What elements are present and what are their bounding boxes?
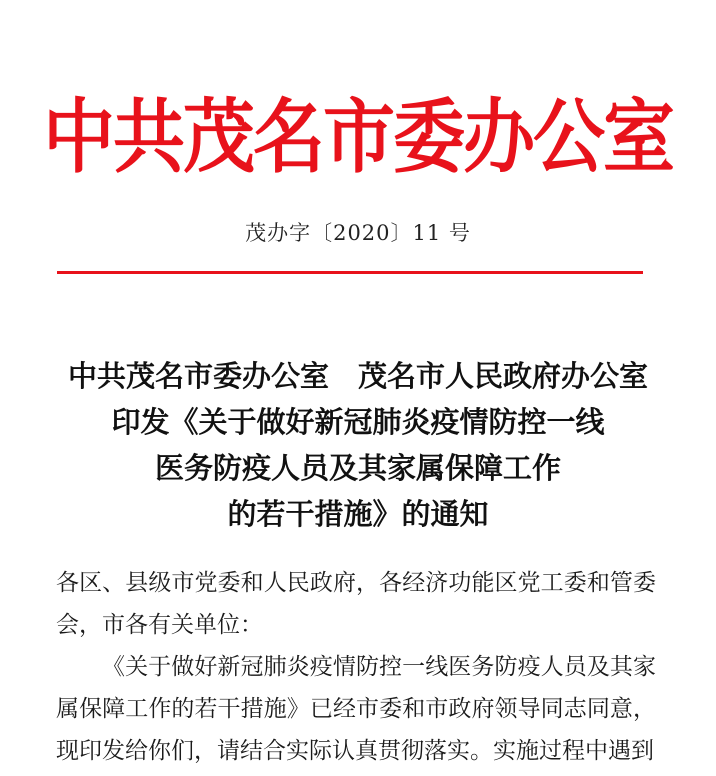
heading-line: 印发《关于做好新冠肺炎疫情防控一线 — [111, 405, 605, 439]
salutation: 各区、县级市党委和人民政府，各经济功能区党工委和管委会，市各有关单位： — [56, 570, 656, 638]
masthead-title: 中共茂名市委办公室 — [42, 89, 673, 184]
notice-heading — [0, 353, 716, 537]
heading-line: 的若干措施》的通知 — [227, 497, 489, 531]
document-number: 茂办字〔2020〕11 号 — [245, 221, 471, 245]
body-paragraph: 《关于做好新冠肺炎疫情防控一线医务防疫人员及其家属保障工作的若干措施》已经市委和市政府领导同志同意，现印发给你们，请结合实际认真贯彻落实。实施过程中遇到 — [56, 654, 656, 764]
heading-line: 医务防疫人员及其家属保障工作 — [154, 451, 561, 485]
heading-line: 中共茂名市委办公室 茂名市人民政府办公室 — [67, 359, 648, 393]
red-divider-rule — [57, 271, 643, 274]
notice-body — [56, 562, 656, 772]
